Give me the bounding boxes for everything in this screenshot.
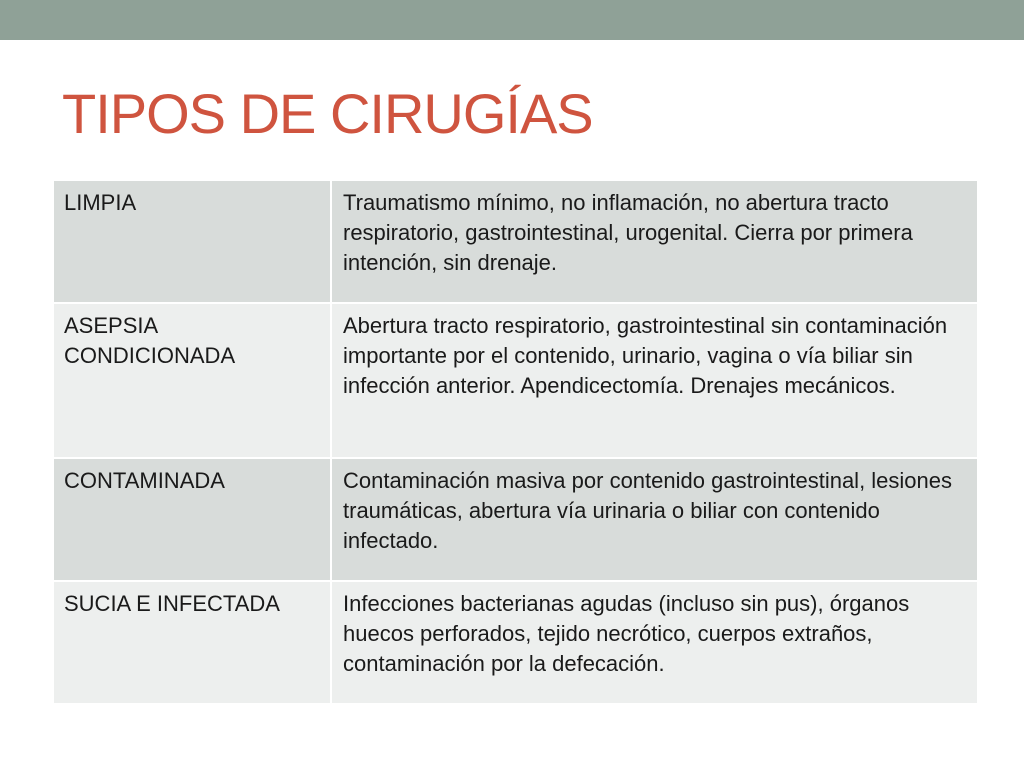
table-row (53, 303, 978, 458)
slide-title: TIPOS DE CIRUGÍAS (62, 82, 593, 145)
surgery-type-cell: CONTAMINADA (53, 458, 331, 581)
surgery-types-table (52, 179, 979, 705)
surgery-type-cell: ASEPSIA CONDICIONADA (53, 303, 331, 458)
surgery-description-cell: Abertura tracto respiratorio, gastrointestinal sin contaminación importante por el contenido, urinario, vagina o vía biliar sin infección anterior. Apendicectomía. Drenajes mecánicos. (331, 303, 978, 458)
table-row (53, 180, 978, 303)
table-row (53, 581, 978, 704)
table-row (53, 458, 978, 581)
surgery-type-cell: LIMPIA (53, 180, 331, 303)
surgery-type-cell: SUCIA E INFECTADA (53, 581, 331, 704)
surgery-description-cell: Traumatismo mínimo, no inflamación, no abertura tracto respiratorio, gastrointestinal, urogenital. Cierra por primera intención, sin drenaje. (331, 180, 978, 303)
top-accent-bar (0, 0, 1024, 40)
surgery-description-cell: Contaminación masiva por contenido gastrointestinal, lesiones traumáticas, abertura vía urinaria o biliar con contenido infectado. (331, 458, 978, 581)
surgery-description-cell: Infecciones bacterianas agudas (incluso sin pus), órganos huecos perforados, tejido necrótico, cuerpos extraños, contaminación por la defecación. (331, 581, 978, 704)
